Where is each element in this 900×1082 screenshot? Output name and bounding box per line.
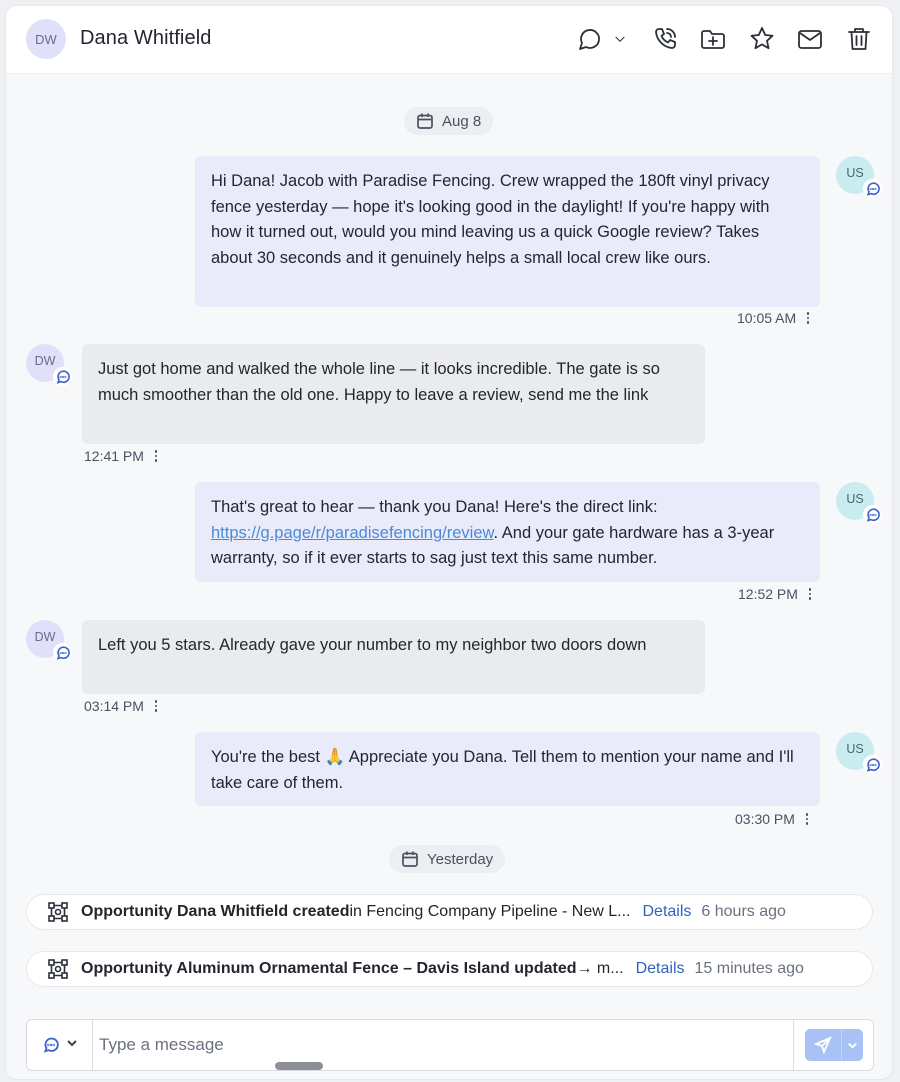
sms-channel-badge bbox=[53, 643, 72, 662]
contact-message-avatar bbox=[26, 344, 64, 382]
delete-button[interactable] bbox=[844, 24, 874, 54]
message-options-icon[interactable] bbox=[804, 312, 812, 324]
calendar-icon bbox=[401, 850, 419, 868]
message-input[interactable] bbox=[93, 1020, 793, 1070]
sms-channel-badge bbox=[863, 755, 882, 774]
date-label: Aug 8 bbox=[442, 112, 482, 130]
message-meta bbox=[737, 310, 812, 326]
message-bubble-outgoing[interactable] bbox=[195, 732, 820, 806]
contact-message-avatar bbox=[26, 620, 64, 658]
activity-description: → m... bbox=[576, 960, 624, 977]
message-options-icon[interactable] bbox=[152, 450, 160, 462]
mail-icon bbox=[796, 25, 824, 53]
user-avatar bbox=[836, 732, 874, 770]
activity-row bbox=[26, 894, 873, 930]
message-meta bbox=[735, 811, 811, 827]
message-options-icon[interactable] bbox=[152, 700, 160, 712]
resize-handle[interactable] bbox=[275, 1062, 323, 1070]
activity-details-link[interactable]: Details bbox=[642, 903, 692, 920]
message-options-icon[interactable] bbox=[803, 813, 811, 825]
phone-icon bbox=[651, 25, 679, 53]
activity-title: Opportunity Dana Whitfield created bbox=[81, 903, 350, 920]
message-text-after: . And your gate hardware has a 3-year warranty, so if it ever starts to sag just text this same number. bbox=[211, 523, 775, 567]
calendar-icon bbox=[416, 112, 434, 130]
chat-bubble-icon bbox=[865, 181, 881, 197]
call-button[interactable] bbox=[650, 24, 680, 54]
chevron-down-icon bbox=[66, 1036, 78, 1054]
folder-add-icon bbox=[699, 25, 727, 53]
message-meta bbox=[84, 448, 160, 464]
message-meta bbox=[84, 698, 160, 714]
activity-time-ago: 6 hours ago bbox=[701, 903, 786, 920]
chat-bubble-icon bbox=[42, 1036, 60, 1054]
date-separator bbox=[404, 107, 493, 135]
star-icon bbox=[748, 25, 776, 53]
message-bubble-incoming[interactable] bbox=[82, 620, 705, 694]
chat-channel-icon bbox=[575, 25, 603, 53]
conversation-panel bbox=[5, 5, 893, 1080]
message-bubble-outgoing[interactable] bbox=[195, 482, 820, 582]
chat-bubble-icon bbox=[865, 507, 881, 523]
message-text: Just got home and walked the whole line — it looks incredible. The gate is so much smoother than the old one. Happy to leave a review, send me the link bbox=[98, 360, 660, 404]
conversation-header bbox=[6, 6, 892, 74]
message-meta bbox=[738, 586, 814, 602]
add-to-folder-button[interactable] bbox=[698, 24, 728, 54]
channel-dropdown-button[interactable] bbox=[610, 24, 630, 54]
pipeline-icon bbox=[47, 958, 69, 980]
message-bubble-outgoing[interactable] bbox=[195, 156, 820, 307]
mail-button[interactable] bbox=[795, 24, 825, 54]
channel-select-button[interactable] bbox=[572, 24, 606, 54]
contact-name[interactable]: Dana Whitfield bbox=[80, 27, 212, 49]
send-icon bbox=[805, 1029, 841, 1061]
message-options-icon[interactable] bbox=[806, 588, 814, 600]
send-options-chevron-icon[interactable] bbox=[841, 1029, 863, 1061]
activity-description: in Fencing Company Pipeline - New L... bbox=[349, 903, 631, 920]
message-composer bbox=[26, 1019, 874, 1071]
message-bubble-incoming[interactable] bbox=[82, 344, 705, 444]
activity-time-ago: 15 minutes ago bbox=[694, 960, 804, 977]
message-text: Hi Dana! Jacob with Paradise Fencing. Crew wrapped the 180ft vinyl privacy fence yesterday — hope it's looking good in the daylight! If you're happy with how it turned out, would you mind leaving us a quick Google review? Takes about 30 seconds and it genuinely helps a small local crew like ours. bbox=[211, 172, 770, 267]
chat-bubble-icon bbox=[55, 369, 71, 385]
date-separator bbox=[389, 845, 505, 873]
avatar-initials: DW bbox=[34, 630, 56, 644]
activity-title: Opportunity Aluminum Ornamental Fence – Davis Island updated bbox=[81, 960, 577, 977]
user-avatar bbox=[836, 156, 874, 194]
trash-icon bbox=[845, 25, 873, 53]
sms-channel-badge bbox=[863, 505, 882, 524]
chat-bubble-icon bbox=[55, 645, 71, 661]
avatar-initials: US bbox=[846, 166, 864, 180]
message-text: You're the best 🙏 Appreciate you Dana. Tell them to mention your name and I'll take care of them. bbox=[211, 748, 794, 792]
pipeline-icon bbox=[47, 901, 69, 923]
send-button[interactable] bbox=[805, 1029, 863, 1061]
message-text: Left you 5 stars. Already gave your number to my neighbor two doors down bbox=[98, 636, 647, 654]
sms-channel-badge bbox=[53, 367, 72, 386]
date-label: Yesterday bbox=[427, 850, 494, 868]
message-time: 03:30 PM bbox=[735, 811, 795, 827]
avatar-initials: US bbox=[846, 492, 864, 506]
star-button[interactable] bbox=[747, 24, 777, 54]
avatar-initials: DW bbox=[34, 354, 56, 368]
sms-channel-badge bbox=[863, 179, 882, 198]
message-text-before: That's great to hear — thank you Dana! Here's the direct link: bbox=[211, 498, 658, 516]
send-area bbox=[793, 1020, 873, 1070]
activity-row bbox=[26, 951, 873, 987]
message-time: 03:14 PM bbox=[84, 698, 144, 714]
activity-details-link[interactable]: Details bbox=[635, 960, 685, 977]
message-time: 12:52 PM bbox=[738, 586, 798, 602]
user-avatar bbox=[836, 482, 874, 520]
composer-channel-select[interactable] bbox=[27, 1020, 93, 1070]
contact-avatar[interactable]: DW bbox=[26, 19, 66, 59]
message-time: 10:05 AM bbox=[737, 310, 797, 326]
chevron-down-icon bbox=[612, 31, 628, 47]
chat-bubble-icon bbox=[865, 757, 881, 773]
review-link[interactable]: https://g.page/r/paradisefencing/review bbox=[211, 523, 494, 542]
avatar-initials: US bbox=[846, 742, 864, 756]
message-time: 12:41 PM bbox=[84, 448, 144, 464]
